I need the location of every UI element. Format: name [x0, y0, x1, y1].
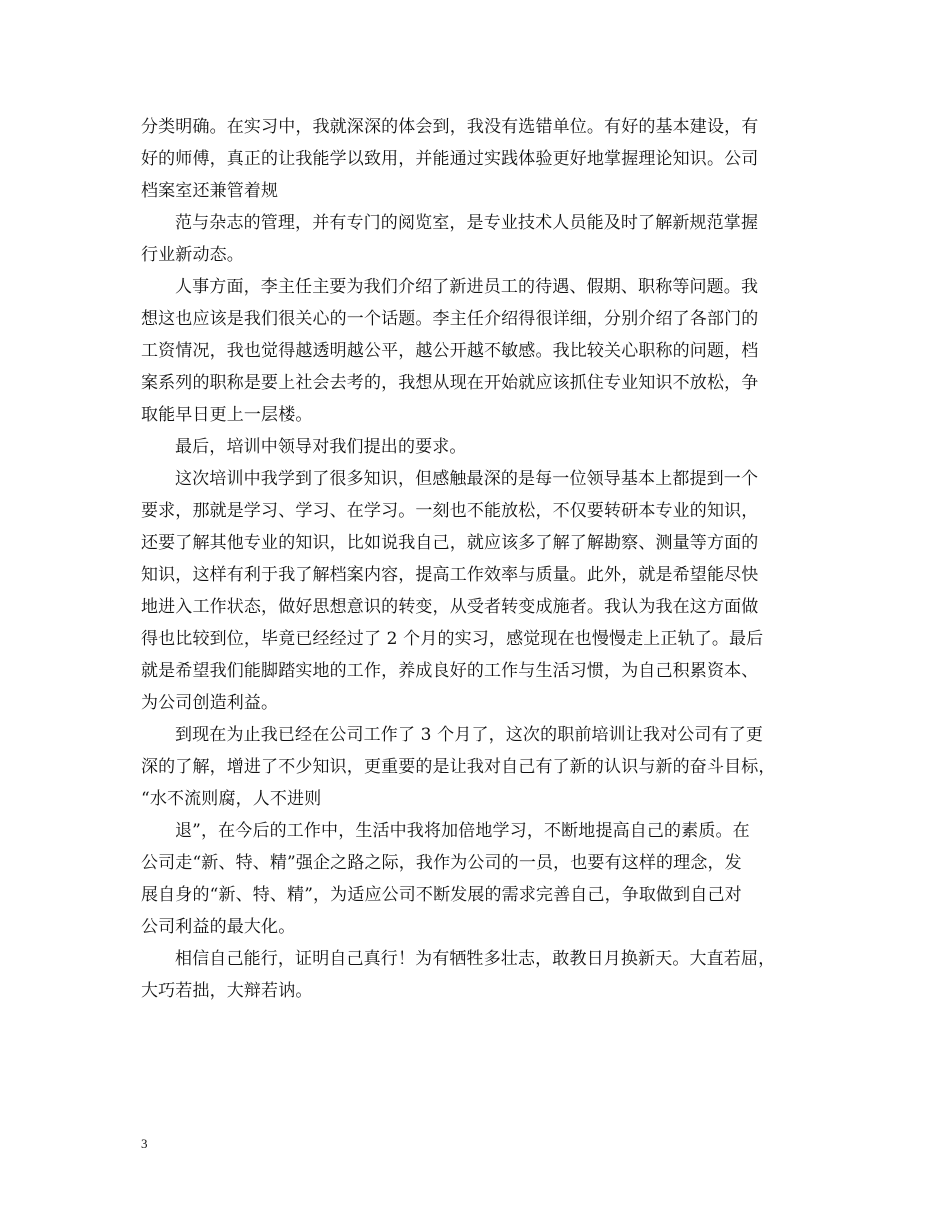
- text-line: 案系列的职称是要上社会去考的，我想从现在开始就应该抓住专业知识不放松，争: [141, 373, 759, 393]
- text-line: 档案室还兼管着规: [141, 181, 279, 201]
- text-line: 公司利益的最大化。: [141, 917, 296, 937]
- text-line: 范与杂志的管理，并有专门的阅览室，是专业技术人员能及时了解新规范掌握: [175, 213, 759, 233]
- text-line: 知识，这样有利于我了解档案内容，提高工作效率与质量。此外，就是希望能尽快: [141, 565, 759, 585]
- text-line: 为公司创造利益。: [141, 693, 279, 713]
- text-line: 到现在为止我已经在公司工作了 3 个月了，这次的职前培训让我对公司有了更: [175, 725, 764, 745]
- text-line: 得也比较到位，毕竟已经经过了 2 个月的实习，感觉现在也慢慢走上正轨了。最后: [141, 629, 764, 649]
- text-line: 工资情况，我也觉得越透明越公平，越公开越不敏感。我比较关心职称的问题，档: [141, 341, 759, 361]
- text-line: 想这也应该是我们很关心的一个话题。李主任介绍得很详细，分别介绍了各部门的: [141, 309, 759, 329]
- text-line: 最后，培训中领导对我们提出的要求。: [175, 437, 467, 457]
- text-line: 深的了解，增进了不少知识，更重要的是让我对自己有了新的认识与新的奋斗目标，: [141, 757, 776, 777]
- text-line: 要求，那就是学习、学习、在学习。一刻也不能放松，不仅要转研本专业的知识，: [141, 501, 759, 521]
- text-line: “水不流则腐，人不进则: [141, 789, 322, 809]
- text-line: 人事方面，李主任主要为我们介绍了新进员工的待遇、假期、职称等问题。我: [175, 277, 759, 297]
- text-line: 相信自己能行，证明自己真行！为有牺牲多壮志，敢教日月换新天。大直若屈，: [175, 949, 776, 969]
- text-line: 地进入工作状态，做好思想意识的转变，从受者转变成施者。我认为我在这方面做: [141, 597, 759, 617]
- text-line: 取能早日更上一层楼。: [141, 405, 313, 425]
- text-line: 行业新动态。: [141, 245, 244, 265]
- text-line: 分类明确。在实习中，我就深深的体会到，我没有选错单位。有好的基本建设，有: [141, 117, 759, 137]
- text-line: 就是希望我们能脚踏实地的工作，养成良好的工作与生活习惯，为自己积累资本、: [141, 661, 759, 681]
- text-line: 还要了解其他专业的知识，比如说我自己，就应该多了解了解勘察、测量等方面的: [141, 533, 759, 553]
- text-line: 好的师傅，真正的让我能学以致用，并能通过实践体验更好地掌握理论知识。公司: [141, 149, 759, 169]
- text-line: 这次培训中我学到了很多知识，但感触最深的是每一位领导基本上都提到一个: [175, 469, 759, 489]
- text-line: 退”，在今后的工作中，生活中我将加倍地学习，不断地提高自己的素质。在: [175, 821, 750, 841]
- text-line: 展自身的“新、特、精”，为适应公司不断发展的需求完善自己，争取做到自己对: [141, 885, 742, 905]
- text-line: 大巧若拙，大辩若讷。: [141, 981, 313, 1001]
- page-number: 3: [141, 1136, 148, 1151]
- text-line: 公司走“新、特、精”强企之路之际，我作为公司的一员，也要有这样的理念，发: [141, 853, 742, 873]
- document-body: [141, 111, 813, 1007]
